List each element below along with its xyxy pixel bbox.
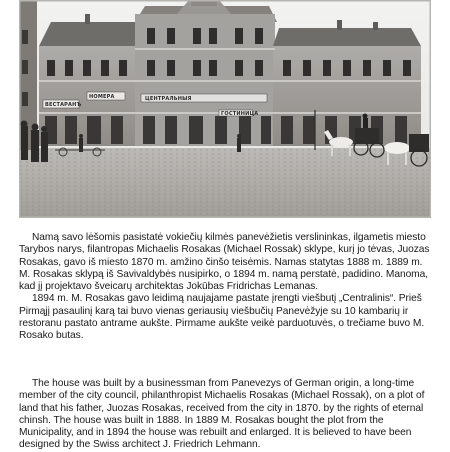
hotel-building-illustration (19, 0, 431, 218)
sign-restaurant: ВЕСТАРАНЪ (45, 102, 82, 108)
sign-rooms: НОМЕРА (89, 94, 115, 100)
shop-fronts (45, 116, 407, 144)
historical-photo (19, 0, 431, 218)
right-wing-roof (273, 28, 421, 46)
left-wing-roof (39, 22, 137, 46)
lithuanian-paragraph-1: Namą savo lėšomis pasistatė vokiečių kilmės panevėžietis verslininkas, ilgametis miesto Tarybos narys, filantropas Michaelis Rosakas (Michael Rossak) sklype, kurį jo tėvas, Juozas Rosakas, gavo iš miesto 1870 m. amžino činšo teisėmis. Namas statytas 1888 m. 1889 m. M. Rosakas sklypą iš Savivaldybės nusipirko, o 1894 m. namą perstatė, padidino. Manoma, kad jį projektavo šveicarų architektas Jokūbas Fridrichas Lemanas. (19, 232, 430, 293)
english-text (19, 378, 431, 452)
lithuanian-paragraph-2: 1894 m. M. Rosakas gavo leidimą naujajame pastate įrengti viešbutį „Centralinis“. Prieš Pirmąjį pasaulinį karą tai buvo vienas geriausių viešbučių Panevėžyje su 10 kambarių ir restoranu pastato antrame aukšte. Pirmame aukšte veikė parduotuvės, o trečiame buvo M. Rosako butas. (19, 293, 425, 342)
cobblestones (19, 148, 431, 218)
lithuanian-text (19, 232, 431, 343)
english-paragraph-1: The house was built by a businessman from Panevezys of German origin, a long-time member of the city council, philanthropist Michaelis Rosakas (Michael Rossak), on a plot of land that his father, Juozas Rosakas, received from the city in 1870. by the rights of eternal chinsh. The house was built in 1888. In 1889 M. Rosakas bought the plot from the Municipality, and in 1894 the house was rebuilt and enlarged. It is believed to have been designed by the Swiss architect J. Friedrich Lehmann. (19, 378, 425, 451)
sign-hotel: ГОСТИНИЦА (221, 111, 259, 117)
sign-central: ЦЕНТРАЛЬНЫЯ (145, 96, 192, 102)
